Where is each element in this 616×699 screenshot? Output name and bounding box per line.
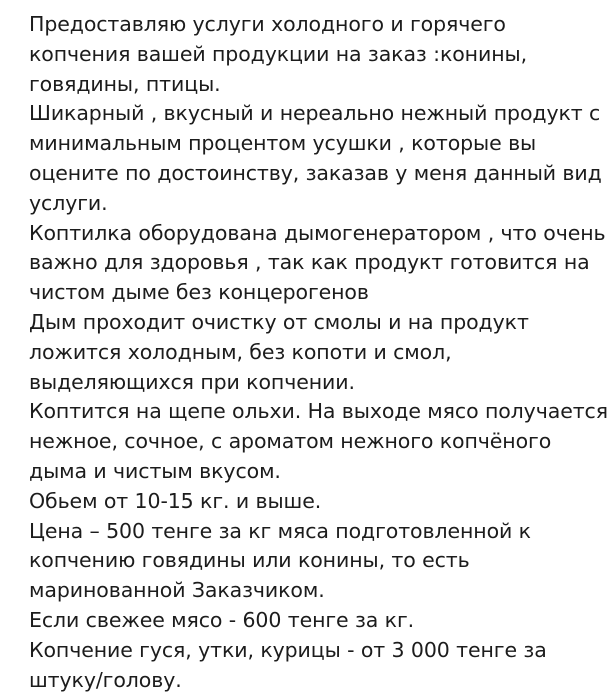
text-line: штуку/голову. [29, 667, 182, 692]
text-line: минимальным процентом усушки , которые вы [29, 131, 537, 156]
post-text [29, 10, 608, 695]
text-line: Шикарный , вкусный и нереально нежный продукт с [29, 101, 601, 126]
text-line: выделяющихся при копчении. [29, 369, 355, 394]
text-line: Цена – 500 тенге за кг мяса подготовленной к [29, 518, 531, 543]
text-line: Дым проходит очистку от смолы и на продукт [29, 309, 529, 334]
text-line: Коптится на щепе ольхи. На выходе мясо получается [29, 399, 608, 424]
text-line: ложится холодным, без копоти и смол, [29, 339, 452, 364]
text-line: говядины, птицы. [29, 71, 221, 96]
text-line: копчению говядины или конины, то есть [29, 548, 470, 573]
text-line: чистом дыме без концерогенов [29, 280, 369, 305]
text-line: маринованной Заказчиком. [29, 578, 325, 603]
text-line: Если свежее мясо - 600 тенге за кг. [29, 607, 415, 632]
text-line: Обьем от 10-15 кг. и выше. [29, 488, 322, 513]
text-line: Копчение гуся, утки, курицы - от 3 000 тенге за [29, 637, 547, 662]
text-line: Предоставляю услуги холодного и горячего [29, 12, 506, 36]
text-line: важно для здоровья , так как продукт готовится на [29, 250, 590, 275]
text-line: услуги. [29, 190, 108, 215]
text-line: нежное, сочное, с ароматом нежного копчёного [29, 429, 552, 454]
text-line: Коптилка оборудована дымогенератором , что очень [29, 220, 606, 245]
text-line: дыма и чистым вкусом. [29, 458, 281, 483]
text-line: оцените по достоинству, заказав у меня данный вид [29, 160, 602, 185]
text-line: копчения вашей продукции на заказ :конины, [29, 41, 528, 66]
